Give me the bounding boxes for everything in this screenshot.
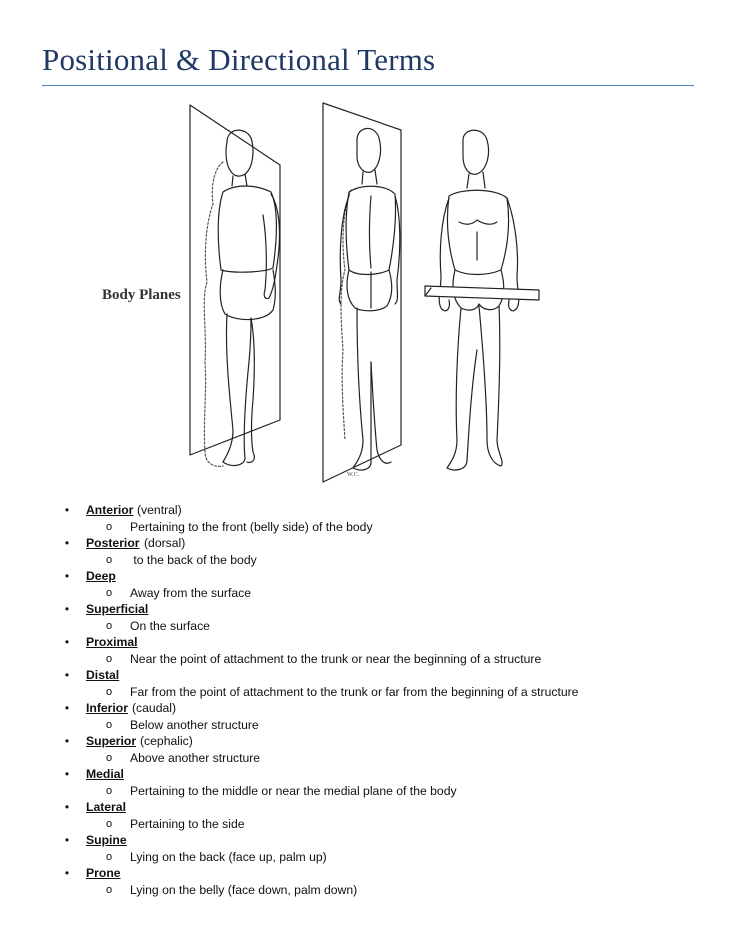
sub-bullet-icon: o [106, 883, 113, 896]
bullet-icon: • [64, 767, 70, 781]
term-label: Distal [86, 668, 120, 682]
term-label: Anterior [86, 503, 134, 517]
definition-row [62, 684, 702, 701]
term-item-lateral [62, 799, 702, 832]
definition-row [62, 552, 702, 569]
term-definition: Lying on the back (face up, palm up) [130, 849, 327, 864]
bullet-icon: • [64, 536, 70, 550]
definition-row [62, 585, 702, 602]
term-item-prone [62, 865, 702, 898]
sub-bullet-icon: o [106, 619, 113, 632]
term-row [62, 601, 702, 618]
bullet-icon: • [64, 800, 70, 814]
term-name [86, 568, 116, 585]
sub-bullet-icon: o [106, 817, 113, 830]
term-definition: Pertaining to the front (belly side) of the body [130, 519, 373, 534]
sub-bullet-icon: o [106, 520, 113, 533]
term-definition: Pertaining to the side [130, 816, 245, 831]
term-row [62, 799, 702, 816]
term-label: Medial [86, 767, 124, 781]
term-name [86, 700, 128, 717]
term-label: Superior [86, 734, 137, 748]
term-definition: Near the point of attachment to the trunk or near the beginning of a structure [130, 651, 542, 666]
term-row [62, 535, 702, 552]
title-divider [42, 85, 694, 86]
term-label: Proximal [86, 635, 138, 649]
term-definition: Above another structure [130, 750, 261, 765]
term-item-superior [62, 733, 702, 766]
term-alternate-name: (caudal) [132, 701, 177, 715]
term-label: Prone [86, 866, 121, 880]
term-alternate-name: (ventral) [137, 503, 182, 517]
term-definition: Far from the point of attachment to the trunk or far from the beginning of a structure [130, 684, 579, 699]
term-definition: Pertaining to the middle or near the medial plane of the body [130, 783, 457, 798]
term-name [86, 865, 121, 882]
sub-bullet-icon: o [106, 685, 113, 698]
term-row [62, 865, 702, 882]
definition-row [62, 783, 702, 800]
term-label: Inferior [86, 701, 128, 715]
artist-signature: W.C. [347, 472, 360, 478]
definition-row [62, 816, 702, 833]
definition-row [62, 849, 702, 866]
term-row [62, 502, 702, 519]
term-alternate-name: (cephalic) [140, 734, 193, 748]
terms-list [62, 502, 702, 898]
bullet-icon: • [64, 701, 70, 715]
sub-bullet-icon: o [106, 718, 113, 731]
term-row [62, 766, 702, 783]
term-item-inferior [62, 700, 702, 733]
term-item-medial [62, 766, 702, 799]
term-label: Supine [86, 833, 127, 847]
term-row [62, 700, 702, 717]
page-title: Positional & Directional Terms [42, 42, 436, 77]
bullet-icon: • [64, 635, 70, 649]
term-item-posterior [62, 535, 702, 568]
term-row [62, 667, 702, 684]
sagittal-plane [190, 105, 280, 455]
figure-caption: Body Planes [102, 287, 181, 303]
term-item-superficial [62, 601, 702, 634]
term-definition: On the surface [130, 618, 210, 633]
term-name [86, 601, 148, 618]
term-name [86, 832, 127, 849]
sub-bullet-icon: o [106, 784, 113, 797]
term-label: Deep [86, 569, 116, 583]
term-item-anterior [62, 502, 702, 535]
term-row [62, 568, 702, 585]
term-definition: Away from the surface [130, 585, 252, 600]
term-definition: to the back of the body [130, 552, 257, 567]
sub-bullet-icon: o [106, 652, 113, 665]
definition-row [62, 618, 702, 635]
term-label: Lateral [86, 800, 126, 814]
term-name [86, 799, 126, 816]
bullet-icon: • [64, 602, 70, 616]
definition-row [62, 651, 702, 668]
bullet-icon: • [64, 668, 70, 682]
term-name [86, 766, 124, 783]
term-item-supine [62, 832, 702, 865]
definition-row [62, 882, 702, 899]
term-name [86, 634, 137, 651]
term-definition: Below another structure [130, 717, 259, 732]
sub-bullet-icon: o [106, 850, 113, 863]
term-name [86, 733, 136, 750]
bullet-icon: • [64, 734, 70, 748]
definition-row [62, 519, 702, 536]
bullet-icon: • [64, 866, 70, 880]
bullet-icon: • [64, 569, 70, 583]
term-item-proximal [62, 634, 702, 667]
term-alternate-name: (dorsal) [144, 536, 186, 550]
definition-row [62, 717, 702, 734]
term-row [62, 634, 702, 651]
term-name [86, 667, 119, 684]
term-item-distal [62, 667, 702, 700]
frontal-plane-figure [323, 103, 401, 482]
sub-bullet-icon: o [106, 553, 113, 566]
term-item-deep [62, 568, 702, 601]
term-label: Superficial [86, 602, 149, 616]
sub-bullet-icon: o [106, 751, 113, 764]
sub-bullet-icon: o [106, 586, 113, 599]
term-row [62, 832, 702, 849]
term-label: Posterior [86, 536, 140, 550]
definition-row [62, 750, 702, 767]
term-definition: Lying on the belly (face down, palm down) [130, 882, 358, 897]
transverse-plane-figure [425, 130, 539, 470]
bullet-icon: • [64, 503, 70, 517]
sagittal-plane-figure [190, 105, 280, 466]
term-name [86, 535, 140, 552]
term-name [86, 502, 133, 519]
bullet-icon: • [64, 833, 70, 847]
term-row [62, 733, 702, 750]
transverse-plane [425, 286, 539, 300]
